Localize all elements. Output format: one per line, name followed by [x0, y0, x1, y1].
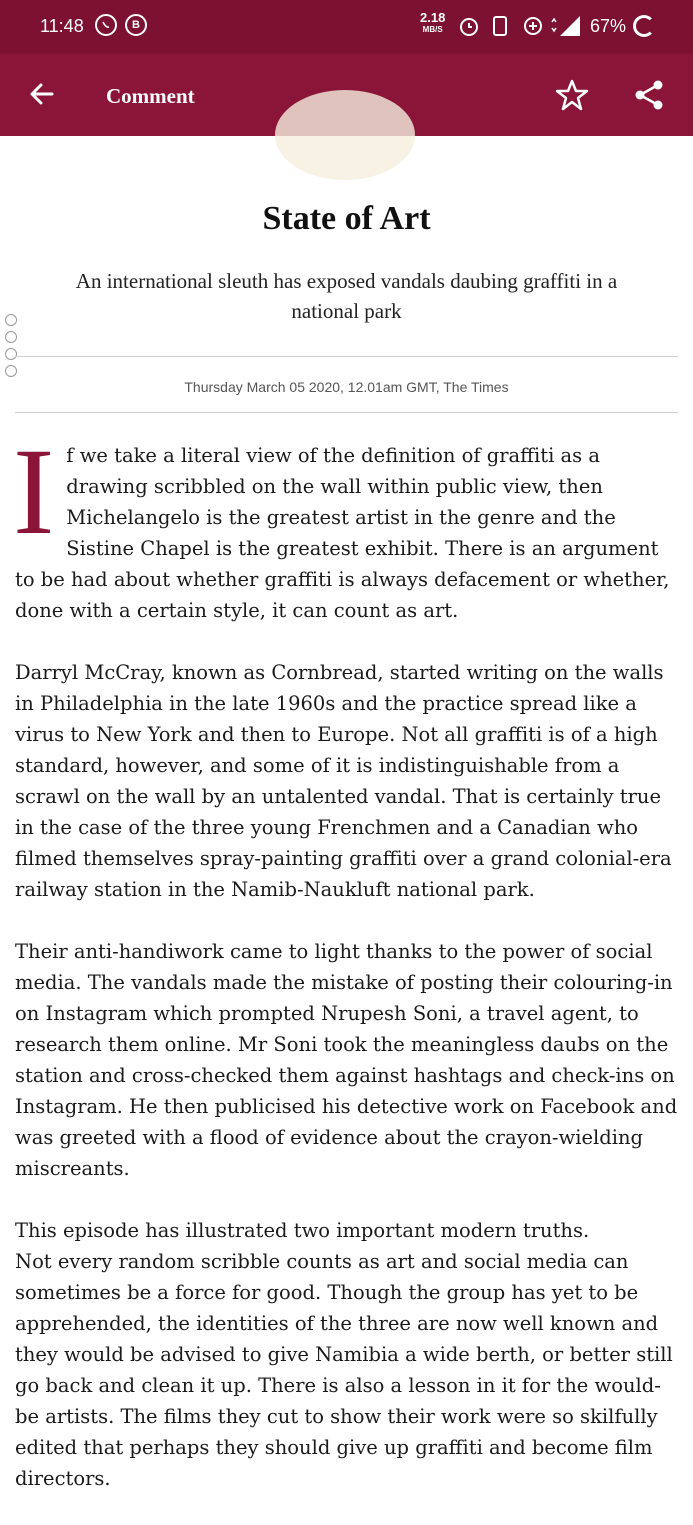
- divider: [15, 356, 678, 357]
- whatsapp-icon: [95, 14, 117, 36]
- article-dateline: Thursday March 05 2020, 12.01am GMT, The Times: [184, 379, 509, 395]
- article-body: [13, 423, 683, 1525]
- drop-cap: I: [13, 423, 55, 560]
- b-icon: B: [125, 14, 147, 36]
- network-speed: 2.18 MB/S: [420, 10, 446, 34]
- status-time: 11:48: [40, 16, 84, 36]
- signal-lte-icon: [548, 14, 582, 38]
- paragraph: Their anti-handiwork came to light thanks to the power of social media. The vandals made the mistake of posting their colouring-in on Instagram which prompted Nrupesh Soni, a travel agent, to research them online. Mr Soni took the meaningless daubs on the station and cross-checked them against hashtags and check-ins on Instagram. He then publicised his detective work on Facebook and was greeted with a flood of evidence about the crayon-wielding miscreants.: [15, 940, 678, 1180]
- status-bar: [0, 0, 693, 54]
- paragraph: [15, 1215, 683, 1494]
- paragraph-text: Not every random scribble counts as art and social media can sometimes be a force for good. Though the group has yet to be apprehended, the identities of the three are now well known and they would be advised to give Namibia a wide berth, or better still go back and clean it up. There is also a lesson in it for the would-be artists. The films they cut to show their work were so skilfully edited that perhaps they should give up graffiti and become film directors.: [15, 1250, 673, 1490]
- section-title: Comment: [106, 84, 195, 108]
- paragraph-text: This episode has illustrated two important modern truths.: [15, 1219, 590, 1242]
- battery-percent: 67%: [590, 16, 627, 36]
- paragraph: Darryl McCray, known as Cornbread, started writing on the walls in Philadelphia in the late 1960s and the practice spread like a virus to New York and then to Europe. Not all graffiti is of a high standard, however, and some of it is indistinguishable from a scrawl on the wall by an untalented vandal. That is certainly true in the case of the three young Frenchmen and a Canadian who filmed themselves spray-painting graffiti over a grand colonial-era railway station in the Namib-Naukluft national park.: [15, 661, 672, 901]
- star-icon[interactable]: [555, 78, 589, 112]
- battery-icon: [633, 15, 655, 37]
- phone-icon: [492, 15, 508, 37]
- paragraph-text: f we take a literal view of the definition of graffiti as a drawing scribbled on the wall within public view, then Michelangelo is the greatest artist in the genre and the Sistine Chapel is the greatest exhibit. There is an argument to be had about whether graffiti is always defacement or whether, done with a certain style, it can count as art.: [15, 444, 670, 622]
- side-handle[interactable]: [5, 314, 19, 382]
- data-saver-icon: [522, 15, 544, 37]
- paragraph: [13, 423, 683, 626]
- divider: [15, 412, 678, 413]
- share-icon[interactable]: [632, 78, 666, 112]
- article-headline: State of Art: [262, 200, 431, 237]
- alarm-icon: [458, 15, 480, 37]
- article-standfirst: An international sleuth has exposed vandals daubing graffiti in a national park: [75, 269, 618, 323]
- header-illustration: [275, 90, 415, 180]
- arrow-left-icon[interactable]: [26, 78, 58, 110]
